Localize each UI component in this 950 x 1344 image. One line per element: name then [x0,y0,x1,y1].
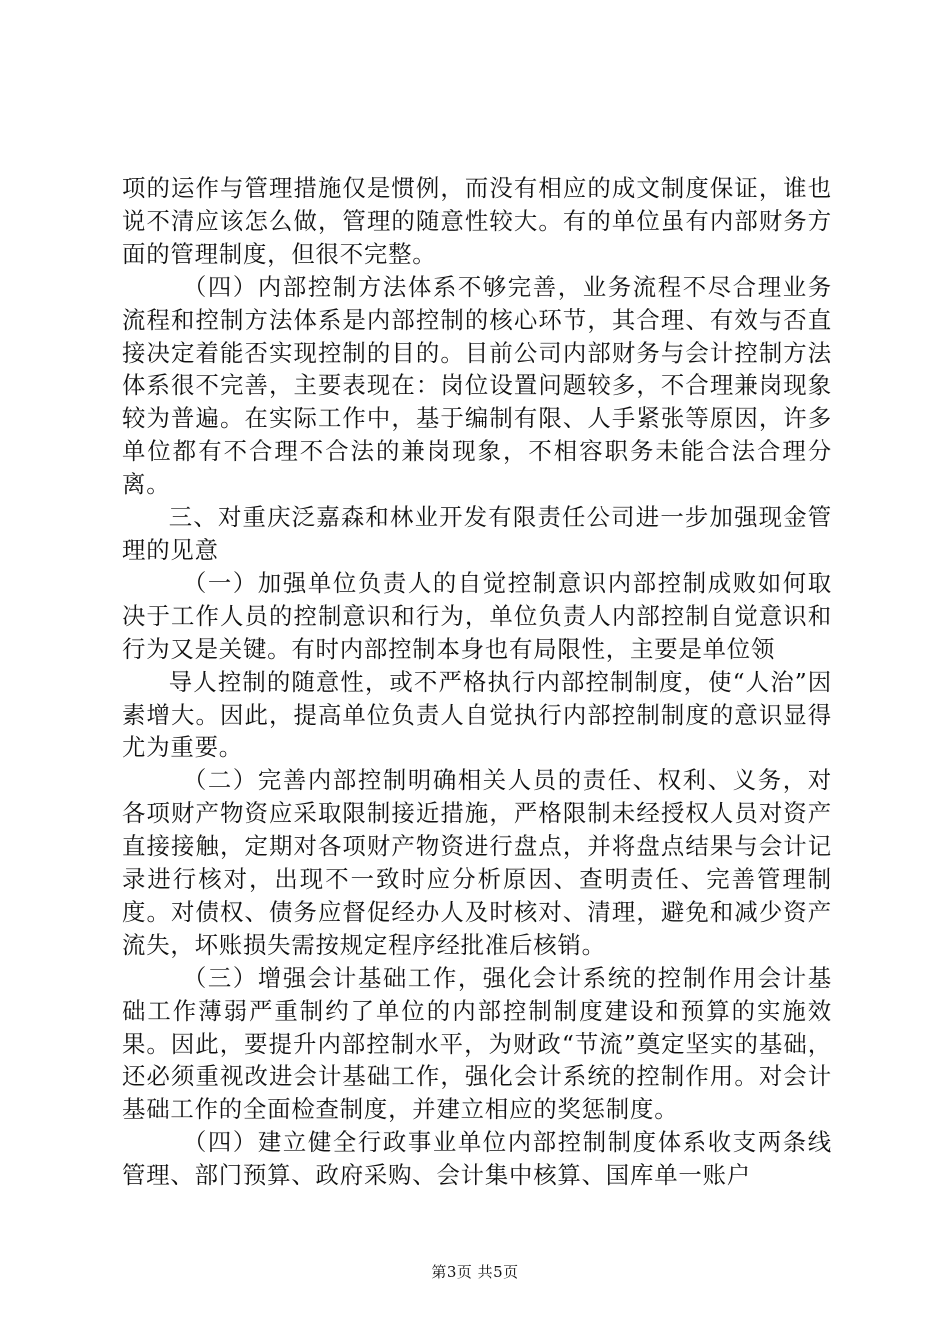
page-footer [0,1262,950,1282]
paragraph-5: 导人控制的随意性，或不严格执行内部控制制度，使“人治”因素增大。因此，提高单位负责人自觉执行内部控制制度的意识显得尤为重要。 [122,667,832,762]
paragraph-2: （四）内部控制方法体系不够完善，业务流程不尽合理业务流程和控制方法体系是内部控制的核心环节，其合理、有效与否直接决定着能否实现控制的目的。目前公司内部财务与会计控制方法体系很不完善，主要表现在：岗位设置问题较多，不合理兼岗现象较为普遍。在实际工作中，基于编制有限、人手紧张等原因，许多单位都有不合理不合法的兼岗现象，不相容职务未能合法合理分离。 [122,272,832,499]
page-number-label: 第3页 共5页 [431,1263,519,1281]
paragraph-1: 项的运作与管理措施仅是惯例，而没有相应的成文制度保证，谁也说不清应该怎么做，管理的随意性较大。有的单位虽有内部财务方面的管理制度，但很不完整。 [122,174,832,268]
document-body [122,172,832,1192]
paragraph-4: （一）加强单位负责人的自觉控制意识内部控制成败如何取决于工作人员的控制意识和行为，单位负责人内部控制自觉意识和行为又是关键。有时内部控制本身也有局限性，主要是单位领 [122,568,832,663]
paragraph-8: （四）建立健全行政事业单位内部控制制度体系收支两条线管理、部门预算、政府采购、会计集中核算、国库单一账户 [122,1128,832,1190]
paragraph-6: （二）完善内部控制明确相关人员的责任、权利、义务，对各项财产物资应采取限制接近措施，严格限制未经授权人员对资产直接接触，定期对各项财产物资进行盘点，并将盘点结果与会计记录进行核对，出现不一致时应分析原因、查明责任、完善管理制度。对债权、债务应督促经办人及时核对、清理，避免和减少资产流失，坏账损失需按规定程序经批准后核销。 [122,766,832,959]
paragraph-7: （三）增强会计基础工作，强化会计系统的控制作用会计基础工作薄弱严重制约了单位的内部控制制度建设和预算的实施效果。因此，要提升内部控制水平，为财政“节流”奠定坚实的基础，还必须重视改进会计基础工作，强化会计系统的控制作用。对会计基础工作的全面检查制度，并建立相应的奖惩制度。 [122,963,832,1124]
paragraph-3-heading: 三、对重庆泛嘉森和林业开发有限责任公司进一步加强现金管理的见意 [122,503,832,564]
